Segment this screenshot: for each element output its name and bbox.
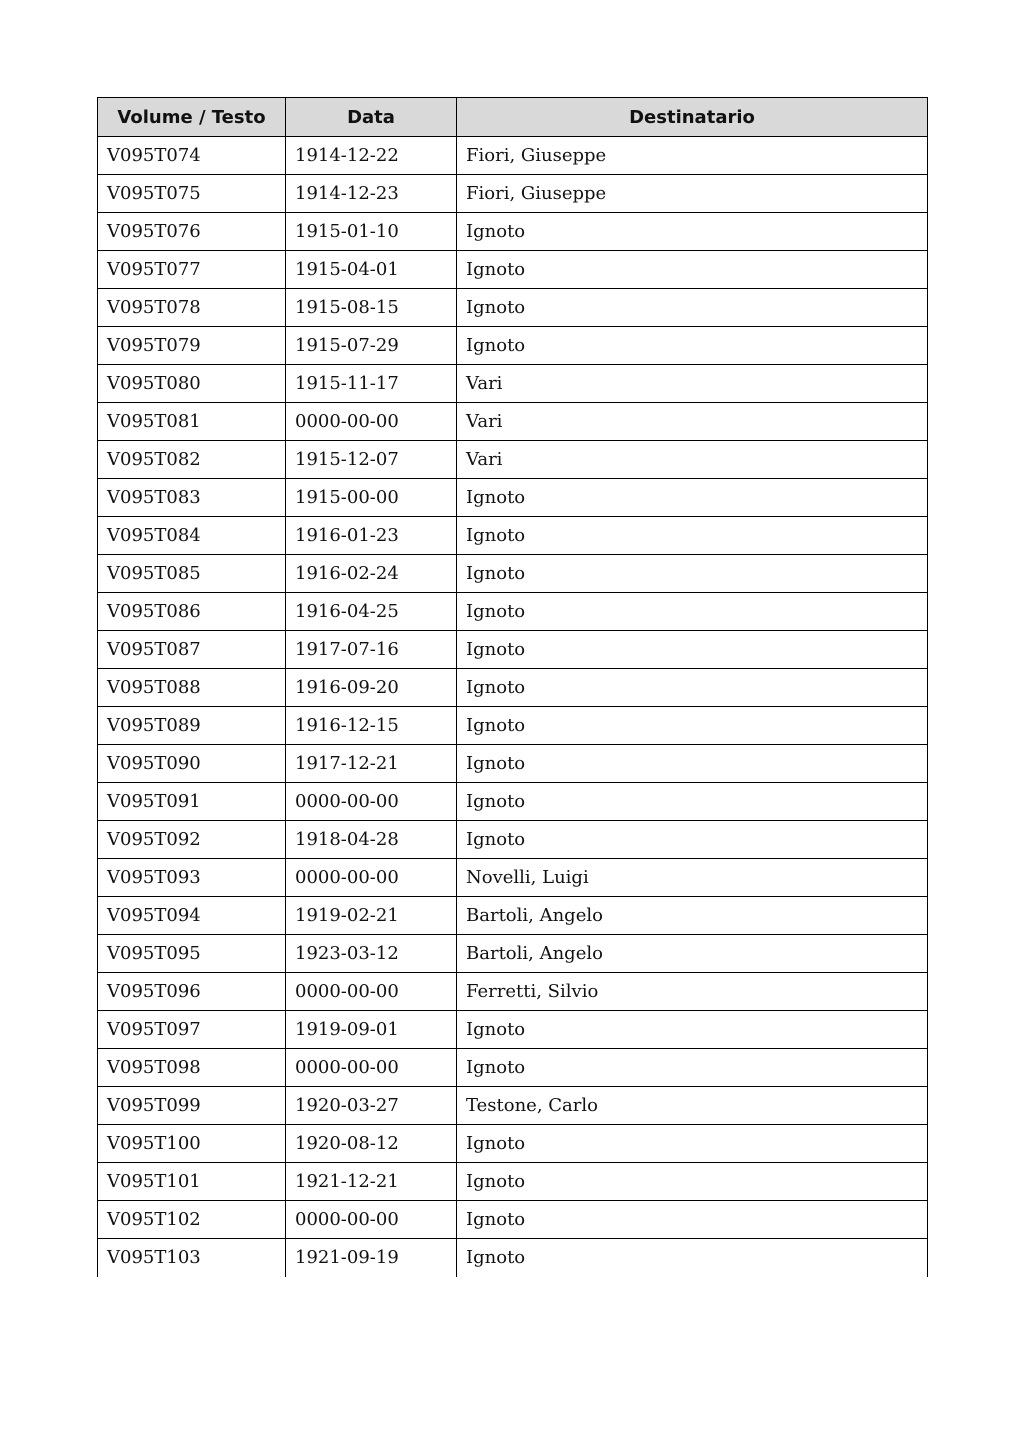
cell-destinatario: Ferretti, Silvio	[457, 973, 928, 1011]
cell-destinatario: Ignoto	[457, 783, 928, 821]
table-row	[98, 897, 928, 935]
cell-volume-testo: V095T080	[98, 365, 286, 403]
cell-data: 1923-03-12	[286, 935, 457, 973]
cell-destinatario: Ignoto	[457, 669, 928, 707]
table-row	[98, 555, 928, 593]
cell-volume-testo: V095T091	[98, 783, 286, 821]
cell-destinatario: Ignoto	[457, 555, 928, 593]
cell-data: 0000-00-00	[286, 1049, 457, 1087]
cell-data: 1915-12-07	[286, 441, 457, 479]
cell-data: 1916-02-24	[286, 555, 457, 593]
cell-volume-testo: V095T084	[98, 517, 286, 555]
cell-data: 0000-00-00	[286, 859, 457, 897]
cell-volume-testo: V095T094	[98, 897, 286, 935]
cell-destinatario: Ignoto	[457, 1011, 928, 1049]
cell-data: 1917-12-21	[286, 745, 457, 783]
cell-volume-testo: V095T103	[98, 1239, 286, 1277]
cell-data: 1914-12-22	[286, 137, 457, 175]
cell-data: 1918-04-28	[286, 821, 457, 859]
cell-destinatario: Ignoto	[457, 1125, 928, 1163]
table-header	[98, 98, 928, 137]
cell-volume-testo: V095T088	[98, 669, 286, 707]
header-row	[98, 98, 928, 137]
cell-destinatario: Novelli, Luigi	[457, 859, 928, 897]
table-row	[98, 327, 928, 365]
cell-destinatario: Ignoto	[457, 707, 928, 745]
table-body	[98, 137, 928, 1277]
cell-data: 1916-01-23	[286, 517, 457, 555]
table-row	[98, 137, 928, 175]
cell-volume-testo: V095T097	[98, 1011, 286, 1049]
table-row	[98, 365, 928, 403]
cell-data: 1916-09-20	[286, 669, 457, 707]
cell-volume-testo: V095T089	[98, 707, 286, 745]
cell-volume-testo: V095T099	[98, 1087, 286, 1125]
cell-data: 1920-03-27	[286, 1087, 457, 1125]
cell-data: 1916-12-15	[286, 707, 457, 745]
table-row	[98, 175, 928, 213]
table-row	[98, 213, 928, 251]
cell-volume-testo: V095T101	[98, 1163, 286, 1201]
cell-data: 1917-07-16	[286, 631, 457, 669]
table-row	[98, 251, 928, 289]
cell-destinatario: Ignoto	[457, 517, 928, 555]
cell-destinatario: Ignoto	[457, 745, 928, 783]
cell-destinatario: Ignoto	[457, 1201, 928, 1239]
cell-volume-testo: V095T102	[98, 1201, 286, 1239]
cell-destinatario: Testone, Carlo	[457, 1087, 928, 1125]
cell-volume-testo: V095T085	[98, 555, 286, 593]
cell-volume-testo: V095T090	[98, 745, 286, 783]
cell-volume-testo: V095T074	[98, 137, 286, 175]
cell-volume-testo: V095T082	[98, 441, 286, 479]
cell-destinatario: Bartoli, Angelo	[457, 935, 928, 973]
table-row	[98, 1163, 928, 1201]
cell-data: 1914-12-23	[286, 175, 457, 213]
cell-destinatario: Ignoto	[457, 1163, 928, 1201]
cell-data: 1919-09-01	[286, 1011, 457, 1049]
table-row	[98, 935, 928, 973]
cell-volume-testo: V095T100	[98, 1125, 286, 1163]
table-row	[98, 783, 928, 821]
cell-data: 1915-08-15	[286, 289, 457, 327]
cell-destinatario: Vari	[457, 365, 928, 403]
table-row	[98, 1201, 928, 1239]
cell-destinatario: Fiori, Giuseppe	[457, 137, 928, 175]
cell-volume-testo: V095T075	[98, 175, 286, 213]
letters-table	[97, 97, 928, 1277]
cell-destinatario: Ignoto	[457, 251, 928, 289]
table-row	[98, 707, 928, 745]
table-row	[98, 1087, 928, 1125]
cell-volume-testo: V095T095	[98, 935, 286, 973]
cell-data: 1915-11-17	[286, 365, 457, 403]
table-row	[98, 973, 928, 1011]
table-row	[98, 745, 928, 783]
cell-data: 0000-00-00	[286, 1201, 457, 1239]
cell-volume-testo: V095T093	[98, 859, 286, 897]
table-row	[98, 1239, 928, 1277]
cell-volume-testo: V095T087	[98, 631, 286, 669]
cell-destinatario: Ignoto	[457, 1239, 928, 1277]
cell-destinatario: Ignoto	[457, 1049, 928, 1087]
table-row	[98, 1125, 928, 1163]
table-row	[98, 1011, 928, 1049]
cell-data: 1915-00-00	[286, 479, 457, 517]
cell-volume-testo: V095T078	[98, 289, 286, 327]
cell-data: 1915-04-01	[286, 251, 457, 289]
cell-data: 0000-00-00	[286, 783, 457, 821]
cell-volume-testo: V095T076	[98, 213, 286, 251]
cell-destinatario: Fiori, Giuseppe	[457, 175, 928, 213]
table-row	[98, 631, 928, 669]
table-row	[98, 479, 928, 517]
table-row	[98, 403, 928, 441]
cell-data: 0000-00-00	[286, 403, 457, 441]
cell-data: 0000-00-00	[286, 973, 457, 1011]
cell-data: 1921-12-21	[286, 1163, 457, 1201]
cell-destinatario: Ignoto	[457, 289, 928, 327]
cell-volume-testo: V095T079	[98, 327, 286, 365]
table-row	[98, 517, 928, 555]
table-row	[98, 441, 928, 479]
column-header-data: Data	[286, 98, 457, 137]
cell-data: 1915-01-10	[286, 213, 457, 251]
table-row	[98, 821, 928, 859]
cell-destinatario: Ignoto	[457, 821, 928, 859]
cell-data: 1921-09-19	[286, 1239, 457, 1277]
cell-destinatario: Vari	[457, 441, 928, 479]
cell-destinatario: Ignoto	[457, 213, 928, 251]
cell-destinatario: Bartoli, Angelo	[457, 897, 928, 935]
cell-volume-testo: V095T081	[98, 403, 286, 441]
cell-data: 1920-08-12	[286, 1125, 457, 1163]
cell-data: 1915-07-29	[286, 327, 457, 365]
table-row	[98, 289, 928, 327]
cell-destinatario: Ignoto	[457, 327, 928, 365]
column-header-volume-testo: Volume / Testo	[98, 98, 286, 137]
cell-destinatario: Vari	[457, 403, 928, 441]
cell-volume-testo: V095T098	[98, 1049, 286, 1087]
cell-destinatario: Ignoto	[457, 593, 928, 631]
cell-volume-testo: V095T083	[98, 479, 286, 517]
cell-destinatario: Ignoto	[457, 631, 928, 669]
table-row	[98, 669, 928, 707]
cell-volume-testo: V095T092	[98, 821, 286, 859]
table-row	[98, 1049, 928, 1087]
cell-data: 1919-02-21	[286, 897, 457, 935]
cell-volume-testo: V095T077	[98, 251, 286, 289]
cell-data: 1916-04-25	[286, 593, 457, 631]
table-row	[98, 593, 928, 631]
cell-volume-testo: V095T096	[98, 973, 286, 1011]
cell-destinatario: Ignoto	[457, 479, 928, 517]
cell-volume-testo: V095T086	[98, 593, 286, 631]
table-row	[98, 859, 928, 897]
column-header-destinatario: Destinatario	[457, 98, 928, 137]
